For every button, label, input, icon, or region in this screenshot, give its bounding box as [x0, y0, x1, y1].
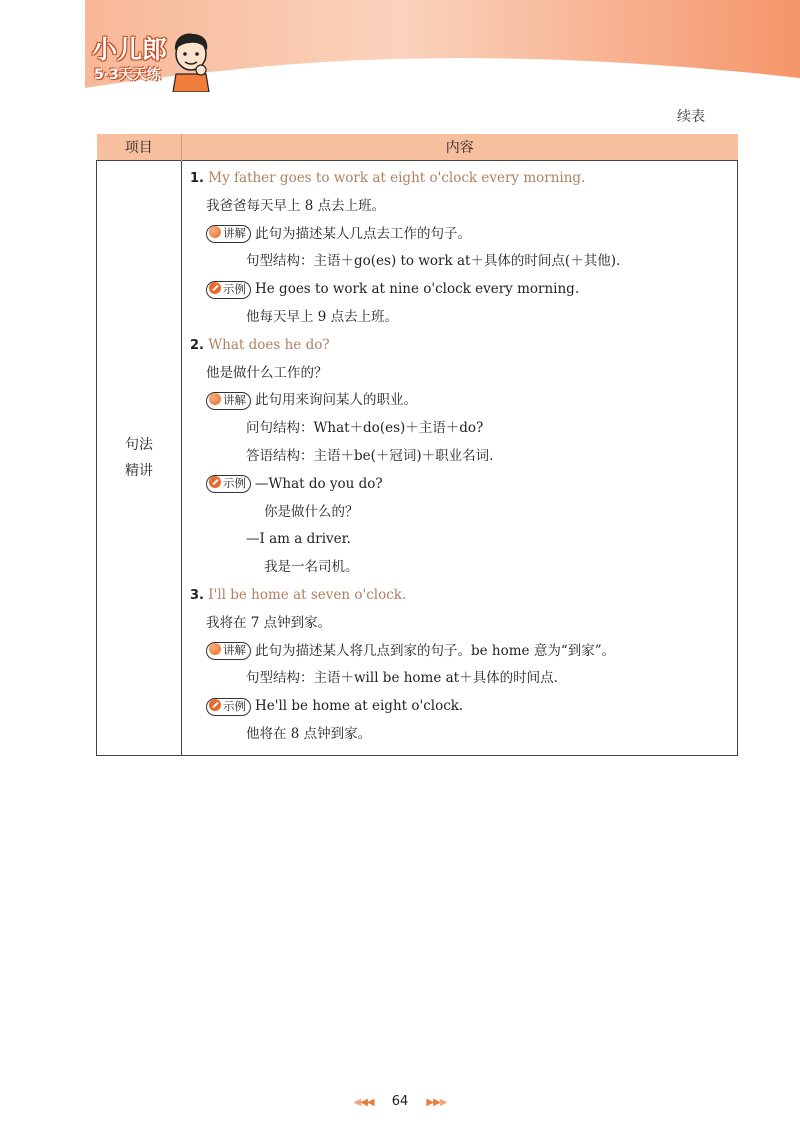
row-label-line2: 精讲: [125, 462, 153, 479]
pencil-icon: [209, 476, 221, 488]
page-footer: [0, 1094, 800, 1109]
item-1-example: He goes to work at nine o'clock every morning.: [255, 281, 580, 298]
orange-dot-icon: [209, 643, 221, 655]
item-2-explain-line: [190, 387, 737, 415]
item-2-example-line: [190, 471, 737, 499]
item-2-ask-structure: 问句结构：What＋do(es)＋主语＋do?: [246, 420, 484, 437]
item-3-explain: 此句为描述某人将几点到家的句子。be home 意为“到家”。: [255, 642, 616, 659]
item-1-example-line: [190, 276, 737, 304]
item-3-explain-line: [190, 638, 737, 666]
item-2-example-q: —What do you do?: [255, 475, 383, 492]
item-2-example-a: —I am a driver.: [246, 531, 351, 548]
explain-tag: 讲解: [206, 225, 251, 243]
item-2-example-a-cn: 我是一名司机。: [264, 559, 359, 576]
item-1-example-cn: 他每天早上 9 点去上班。: [246, 308, 399, 325]
logo-subtitle: 5·3天天练: [94, 67, 161, 83]
row-label-line1: 句法: [125, 436, 153, 453]
item-3-number: 3.: [190, 587, 204, 603]
continued-label: 续表: [677, 109, 705, 125]
item-1-number: 1.: [190, 171, 204, 186]
item-1-explain: 此句为描述某人几点去工作的句子。: [255, 225, 471, 242]
pencil-icon: [209, 282, 221, 294]
right-arrows-icon: ▶▶▶: [426, 1097, 447, 1108]
page-number: 64: [391, 1094, 409, 1109]
item-3-structure: 句型结构：主语＋will be home at＋具体的时间点.: [246, 670, 558, 687]
item-1-title: My father goes to work at eight o'clock every morning.: [208, 170, 586, 186]
explain-tag: 讲解: [206, 392, 251, 410]
header-content: 内容: [182, 134, 738, 161]
item-3-translation: 我将在 7 点钟到家。: [206, 614, 332, 631]
item-2-translation: 他是做什么工作的？: [206, 364, 328, 381]
grammar-table: [96, 134, 738, 756]
item-1-structure: 句型结构：主语＋go(es) to work at＋具体的时间点(＋其他).: [246, 253, 621, 270]
orange-dot-icon: [209, 393, 221, 405]
item-2-number: 2.: [190, 337, 204, 353]
item-2-title: What does he do?: [208, 336, 330, 353]
item-2-answer-structure: 答语结构：主语＋be(＋冠词)＋职业名词.: [246, 447, 494, 464]
example-tag: 示例: [206, 475, 251, 493]
boy-mascot-icon: [166, 30, 216, 92]
example-tag: 示例: [206, 281, 251, 299]
item-2-explain: 此句用来询问某人的职业。: [255, 392, 417, 409]
row-label: [97, 161, 182, 756]
item-1-explain-line: [190, 221, 737, 249]
item-1-translation: 我爸爸每天早上 8 点去上班。: [206, 197, 386, 214]
left-arrows-icon: ◀◀◀: [353, 1097, 374, 1108]
item-3-title-line: [190, 582, 737, 610]
logo-title: 小儿郎: [92, 35, 168, 64]
header-item: 项目: [97, 134, 182, 161]
item-2-title-line: [190, 332, 737, 360]
item-2-example-q-cn: 你是做什么的？: [264, 503, 359, 520]
item-3-example-line: [190, 693, 737, 721]
item-1-title-line: [190, 165, 737, 193]
content-cell: [182, 161, 738, 756]
item-3-example-cn: 他将在 8 点钟到家。: [246, 725, 372, 742]
item-3-example: He'll be home at eight o'clock.: [255, 698, 464, 715]
explain-tag: 讲解: [206, 642, 251, 660]
example-tag: 示例: [206, 698, 251, 716]
orange-dot-icon: [209, 226, 221, 238]
pencil-icon: [209, 699, 221, 711]
item-3-title: I'll be home at seven o'clock.: [208, 586, 407, 603]
